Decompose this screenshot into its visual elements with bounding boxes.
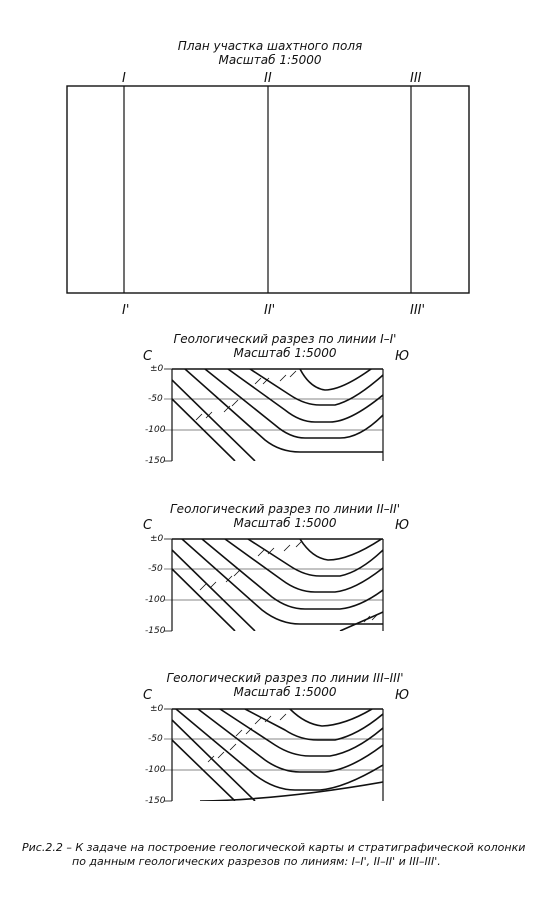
section-1-fault-a [255, 371, 296, 384]
plan-title: План участка шахтного поля [177, 39, 363, 53]
section-2-layer-a [182, 539, 383, 624]
section-3-depth-150: -150 [145, 796, 166, 806]
section-2-layer-g [172, 550, 255, 631]
section-3-depth-100: -100 [145, 765, 166, 775]
section-2-layer-b [202, 539, 383, 609]
section-2-depth-100: -100 [145, 595, 166, 605]
plan-line-label-bottom-3: III' [410, 303, 426, 318]
section-2-depth-50: -50 [148, 564, 163, 574]
section-1-drawing [150, 360, 383, 461]
section-3-layer-e [290, 709, 372, 726]
section-2-layer-e [300, 538, 383, 560]
section-1-depth-0: ±0 [150, 364, 164, 374]
section-3-layer-g [172, 720, 255, 801]
section-2-depth-0: ±0 [150, 534, 164, 544]
section-1-depth-50: -50 [148, 394, 163, 404]
section-3-drawing [164, 709, 383, 801]
section-2-fault-a [258, 541, 302, 556]
section-3-scale: Масштаб 1:5000 [233, 685, 337, 699]
section-3-layer-f [172, 740, 235, 801]
section-1-fault-marks [196, 371, 296, 420]
section-1-depth-100: -100 [145, 425, 166, 435]
section-1-south-label: Ю [395, 349, 410, 364]
section-3-layer-h [200, 782, 383, 801]
section-3-depth-0: ±0 [150, 704, 164, 714]
section-3-south-label: Ю [395, 688, 410, 703]
section-2-layer-c [225, 539, 383, 592]
section-2-south-label: Ю [395, 518, 410, 533]
section-2-scale: Масштаб 1:5000 [233, 516, 337, 530]
plan-line-label-bottom-2: II' [264, 303, 276, 318]
section-2-fault-marks [200, 541, 378, 622]
figure-caption-line-2: по данным геологических разрезов по линиям: I–I', II–II' и III–III'. [72, 855, 441, 868]
section-2-layer-h [340, 612, 383, 631]
plan-line-label-top-3: III [410, 71, 422, 86]
section-1-north-label: С [143, 349, 153, 364]
plan-line-label-top-2: II [264, 71, 272, 86]
section-1-layer-b [185, 369, 383, 452]
plan-line-label-bottom-1: I' [122, 303, 130, 318]
section-3-north-label: С [143, 688, 153, 703]
section-3-fault-marks [208, 714, 286, 762]
figure-caption-line-1: Рис.2.2 – К задаче на построение геологической карты и стратиграфической колонки [22, 841, 526, 854]
section-2-title: Геологический разрез по линии II–II' [170, 502, 400, 516]
section-2-drawing [164, 538, 383, 631]
plan-scale: Масштаб 1:5000 [218, 53, 322, 67]
section-3-depth-50: -50 [148, 734, 163, 744]
section-1-scale: Масштаб 1:5000 [233, 346, 337, 360]
section-2-north-label: С [143, 518, 153, 533]
plan-line-label-top-1: I [122, 71, 126, 86]
section-2-depth-150: -150 [145, 626, 166, 636]
section-3-title: Геологический разрез по линии III–III' [166, 671, 404, 685]
section-1-depth-150: -150 [145, 456, 166, 466]
section-1-title: Геологический разрез по линии I–I' [173, 332, 397, 346]
